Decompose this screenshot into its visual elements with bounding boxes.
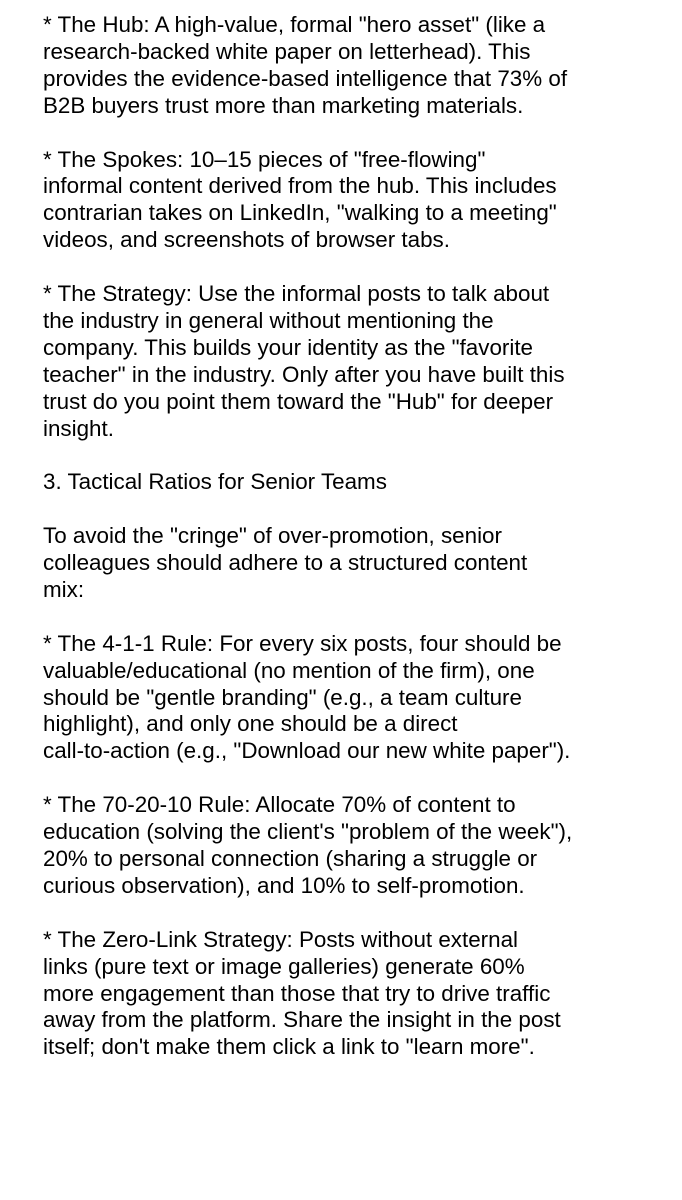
bullet-the-strategy: * The Strategy: Use the informal posts to talk about the industry in general without mentioning the company. This builds your identity as the "favorite teacher" in the industry. Only after you have built this trust do you point them toward the "Hub" for deeper insight.	[43, 281, 565, 441]
bullet-the-spokes: * The Spokes: 10–15 pieces of "free-flowing" informal content derived from the hub. This includes contrarian takes on LinkedIn, "walking to a meeting" videos, and screenshots of browser tabs.	[43, 146, 557, 253]
bullet-the-hub: * The Hub: A high-value, formal "hero asset" (like a research-backed white paper on letterhead). This provides the evidence-based intelligence that 73% of B2B buyers trust more than marketing materials.	[43, 12, 568, 118]
intro-paragraph-content-mix: To avoid the "cringe" of over-promotion, senior colleagues should adhere to a structured content mix:	[43, 523, 528, 602]
bullet-zero-link-strategy: * The Zero-Link Strategy: Posts without external links (pure text or image galleries) generate 60% more engagement than those that try to drive traffic away from the platform. Share the insight in the post itself; don't make them click a link to "learn more".	[43, 926, 561, 1060]
bullet-70-20-10-rule: * The 70-20-10 Rule: Allocate 70% of content to education (solving the client's "problem of the week"), 20% to personal connection (sharing a struggle or curious observation), and 10% to self-promotion.	[43, 792, 573, 898]
section-heading-tactical-ratios: 3. Tactical Ratios for Senior Teams	[43, 469, 387, 495]
bullet-4-1-1-rule: * The 4-1-1 Rule: For every six posts, four should be valuable/educational (no mention of the firm), one should be "gentle branding" (e.g., a team culture highlight), and only one should be a direct call-to-action (e.g., "Download our new white paper").	[43, 630, 571, 764]
